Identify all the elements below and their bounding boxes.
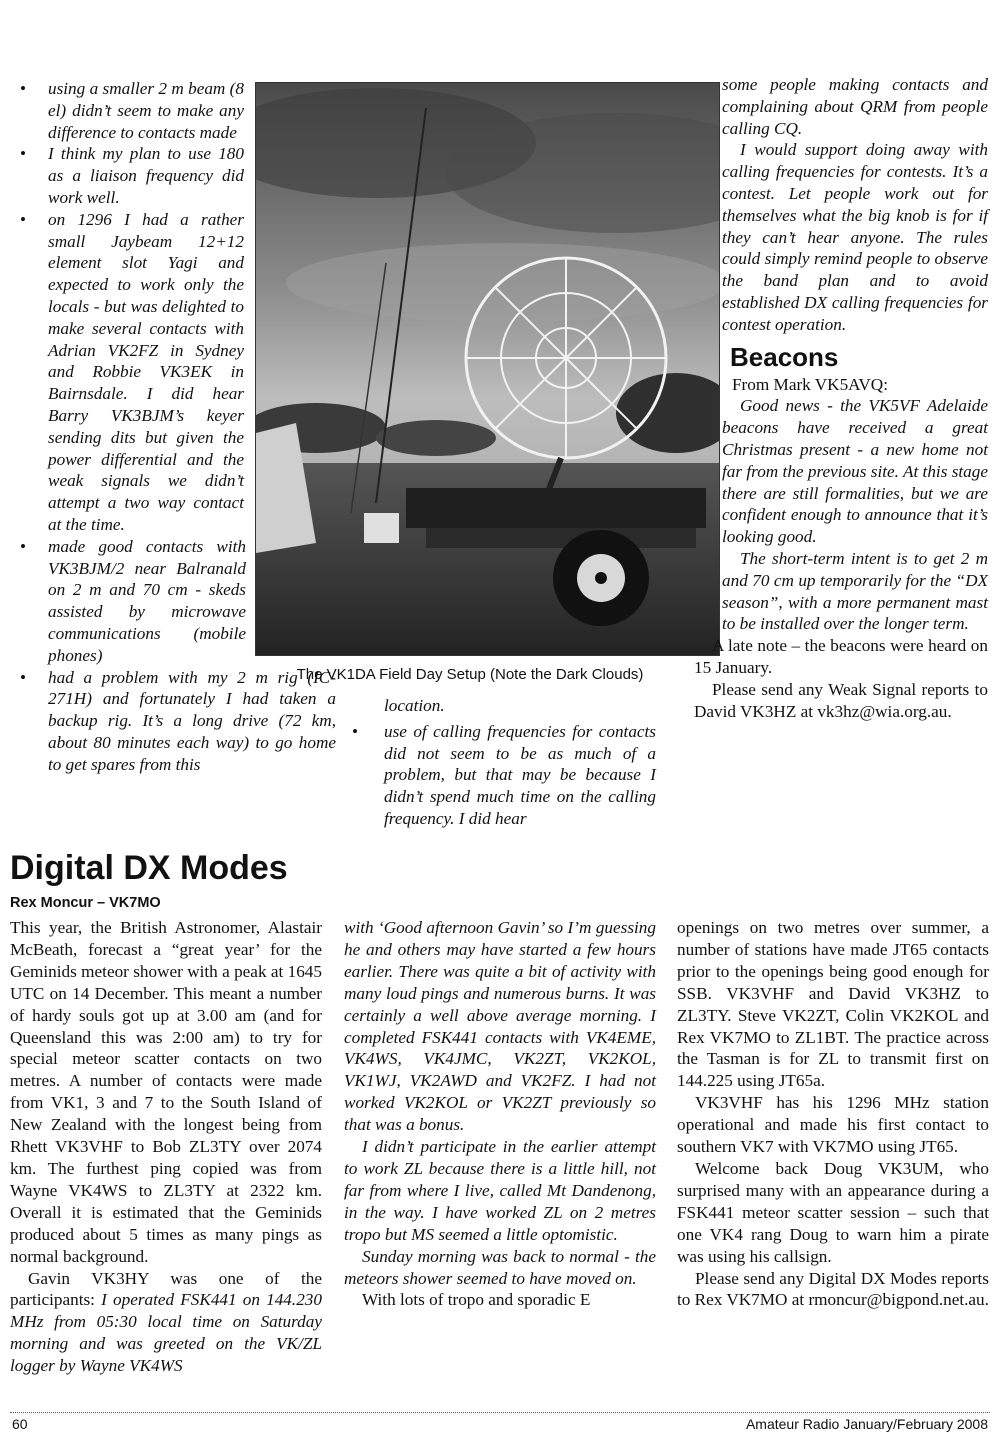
article-column-1	[10, 917, 322, 1377]
right-column-top	[694, 74, 988, 722]
paragraph-lead: Gavin VK3HY was one of the participants:	[10, 1268, 322, 1310]
paragraph: I would support doing away with calling frequencies for contests. It’s a contest. Let people work out for themselves what the big knob is for if they can’t hear anyone. The rules could simply remind people to observe the band plan and to avoid established DX calling frequencies for contest operation.	[722, 140, 988, 334]
antenna-trailer-illustration	[256, 83, 720, 656]
list-item: • I think my plan to use 180 as a liaison frequency did work well.	[14, 143, 244, 208]
paragraph: Please send any Digital DX Modes reports to Rex VK7MO at rmoncur@bigpond.net.au.	[677, 1268, 989, 1310]
field-day-photo	[255, 82, 720, 656]
list-item: • made good contacts with VK3BJM/2 near Balranald on 2 m and 70 cm - skeds assisted by microwave communications (mobile phones)	[14, 536, 246, 667]
paragraph: Please send any Weak Signal reports to David VK3HZ at vk3hz@wia.org.au.	[694, 679, 988, 721]
paragraph: The short-term intent is to get 2 m and 70 cm up temporarily for the “DX season”, with a more permanent mast to be installed over the longer term.	[722, 548, 988, 634]
paragraph: VK3VHF has his 1296 MHz station operational and made his first contact to southern VK7 with VK7MO using JT65.	[677, 1093, 989, 1157]
paragraph: Sunday morning was back to normal - the meteors shower seemed to have moved on.	[344, 1246, 656, 1288]
paragraph: Welcome back Doug VK3UM, who surprised many with an appearance during a FSK441 meteor scatter session – such that one VK4 rang Doug to warn him a pirate was using his callsign.	[677, 1158, 989, 1266]
list-item: • using a smaller 2 m beam (8 el) didn’t seem to make any difference to contacts made	[14, 78, 244, 143]
bullet-list-middle	[344, 695, 656, 830]
paragraph: Good news - the VK5VF Adelaide beacons have received a great Christmas present - a new home not far from the previous site. At this stage there are still formalities, but we are confident enough to announce that it’s looking good.	[722, 396, 988, 547]
paragraph: some people making contacts and complaining about QRM from people calling CQ.	[722, 75, 988, 138]
photo-caption: The VK1DA Field Day Setup (Note the Dark Clouds)	[296, 666, 644, 683]
article-column-3	[677, 917, 989, 1311]
paragraph: This year, the British Astronomer, Alastair McBeath, forecast a “great year’ for the Geminids meteor shower with a peak at 1645 UTC on 14 December. This meant a number of hardy souls got up at 3.00 am (and for Queensland this was 2:00 am) to try for special meteor scatter contacts on two metres. A number of contacts were made from VK1, 3 and 7 to the South Island of New Zealand with the longest being from Rhett VK3VHF to Bob ZL3TY over 2074 km. The furthest ping copied was from Wayne VK4WS to ZL3TY at 2322 km. Overall it is estimated that the Geminids produced about 5 times as many pings as normal background.	[10, 918, 322, 1266]
quote-text: I operated FSK441 on 144.230 MHz from 05:30 local time on Saturday morning and was greeted on the VK/ZL logger by Wayne VK4WS	[10, 1290, 322, 1376]
paragraph: I didn’t participate in the earlier attempt to work ZL because there is a little hill, not far from where I live, called Mt Dandenong, in the way. I have worked ZL on 2 metres tropo but MS seemed a little optomistic.	[344, 1137, 656, 1244]
article-column-2	[344, 917, 656, 1311]
page-number: 60	[12, 1416, 28, 1432]
section-title: Digital DX Modes	[10, 849, 288, 887]
list-item: • had a problem with my 2 m rig (IC-271H) and fortunately I had taken a backup rig. It’s a long drive (72 km, about 80 minutes each way) to go home to get spares from this	[14, 667, 336, 776]
paragraph: With lots of tropo and sporadic E	[362, 1290, 591, 1310]
list-item: • on 1296 I had a rather small Jaybeam 12+12 element slot Yagi and expected to work only the locals - but was delighted to make several contacts with Adrian VK2FZ in Sydney and Robbie VK3EK in Bairnsdale. I did hear Barry VK3BJM’s keyer sending dits but given the power differential and the weak signals we didn’t attempt a two way contact at the time.	[14, 209, 244, 536]
paragraph	[10, 1268, 322, 1378]
paragraph: openings on two metres over summer, a number of stations have made JT65 contacts prior to the openings being good enough for SSB. VK3VHF and David VK3HZ to ZL3TY. Steve VK2ZT, Colin VK2KOL and Rex VK7MO to ZL1BT. The practice across the Tasman is for ZL to transmit first on 144.225 using JT65a.	[677, 918, 989, 1091]
continued-text: location.	[384, 696, 445, 715]
magazine-issue: Amateur Radio January/February 2008	[745, 1416, 988, 1432]
list-item: • use of calling frequencies for contacts did not seem to be as much of a problem, but that may be because I didn’t spend much time on the calling frequency. I did hear	[344, 721, 656, 830]
paragraph: From Mark VK5AVQ:	[732, 374, 888, 394]
author-byline: Rex Moncur – VK7MO	[10, 895, 161, 911]
paragraph: A late note – the beacons were heard on 15 January.	[694, 636, 988, 677]
footer-divider	[10, 1412, 990, 1413]
beacons-heading: Beacons	[730, 341, 839, 372]
paragraph: with ‘Good afternoon Gavin’ so I’m guessing he and others may have started a few hours earlier. There was quite a bit of activity with many loud pings and numerous burns. It was certainly a well above average morning. I completed FSK441 contacts with VK4EME, VK4WS, VK4JMC, VK2ZT, VK2KOL, VK1WJ, VK2AWD and VK2FZ. I had not worked VK2KOL or VK2ZT previously so that was a bonus.	[344, 918, 656, 1135]
